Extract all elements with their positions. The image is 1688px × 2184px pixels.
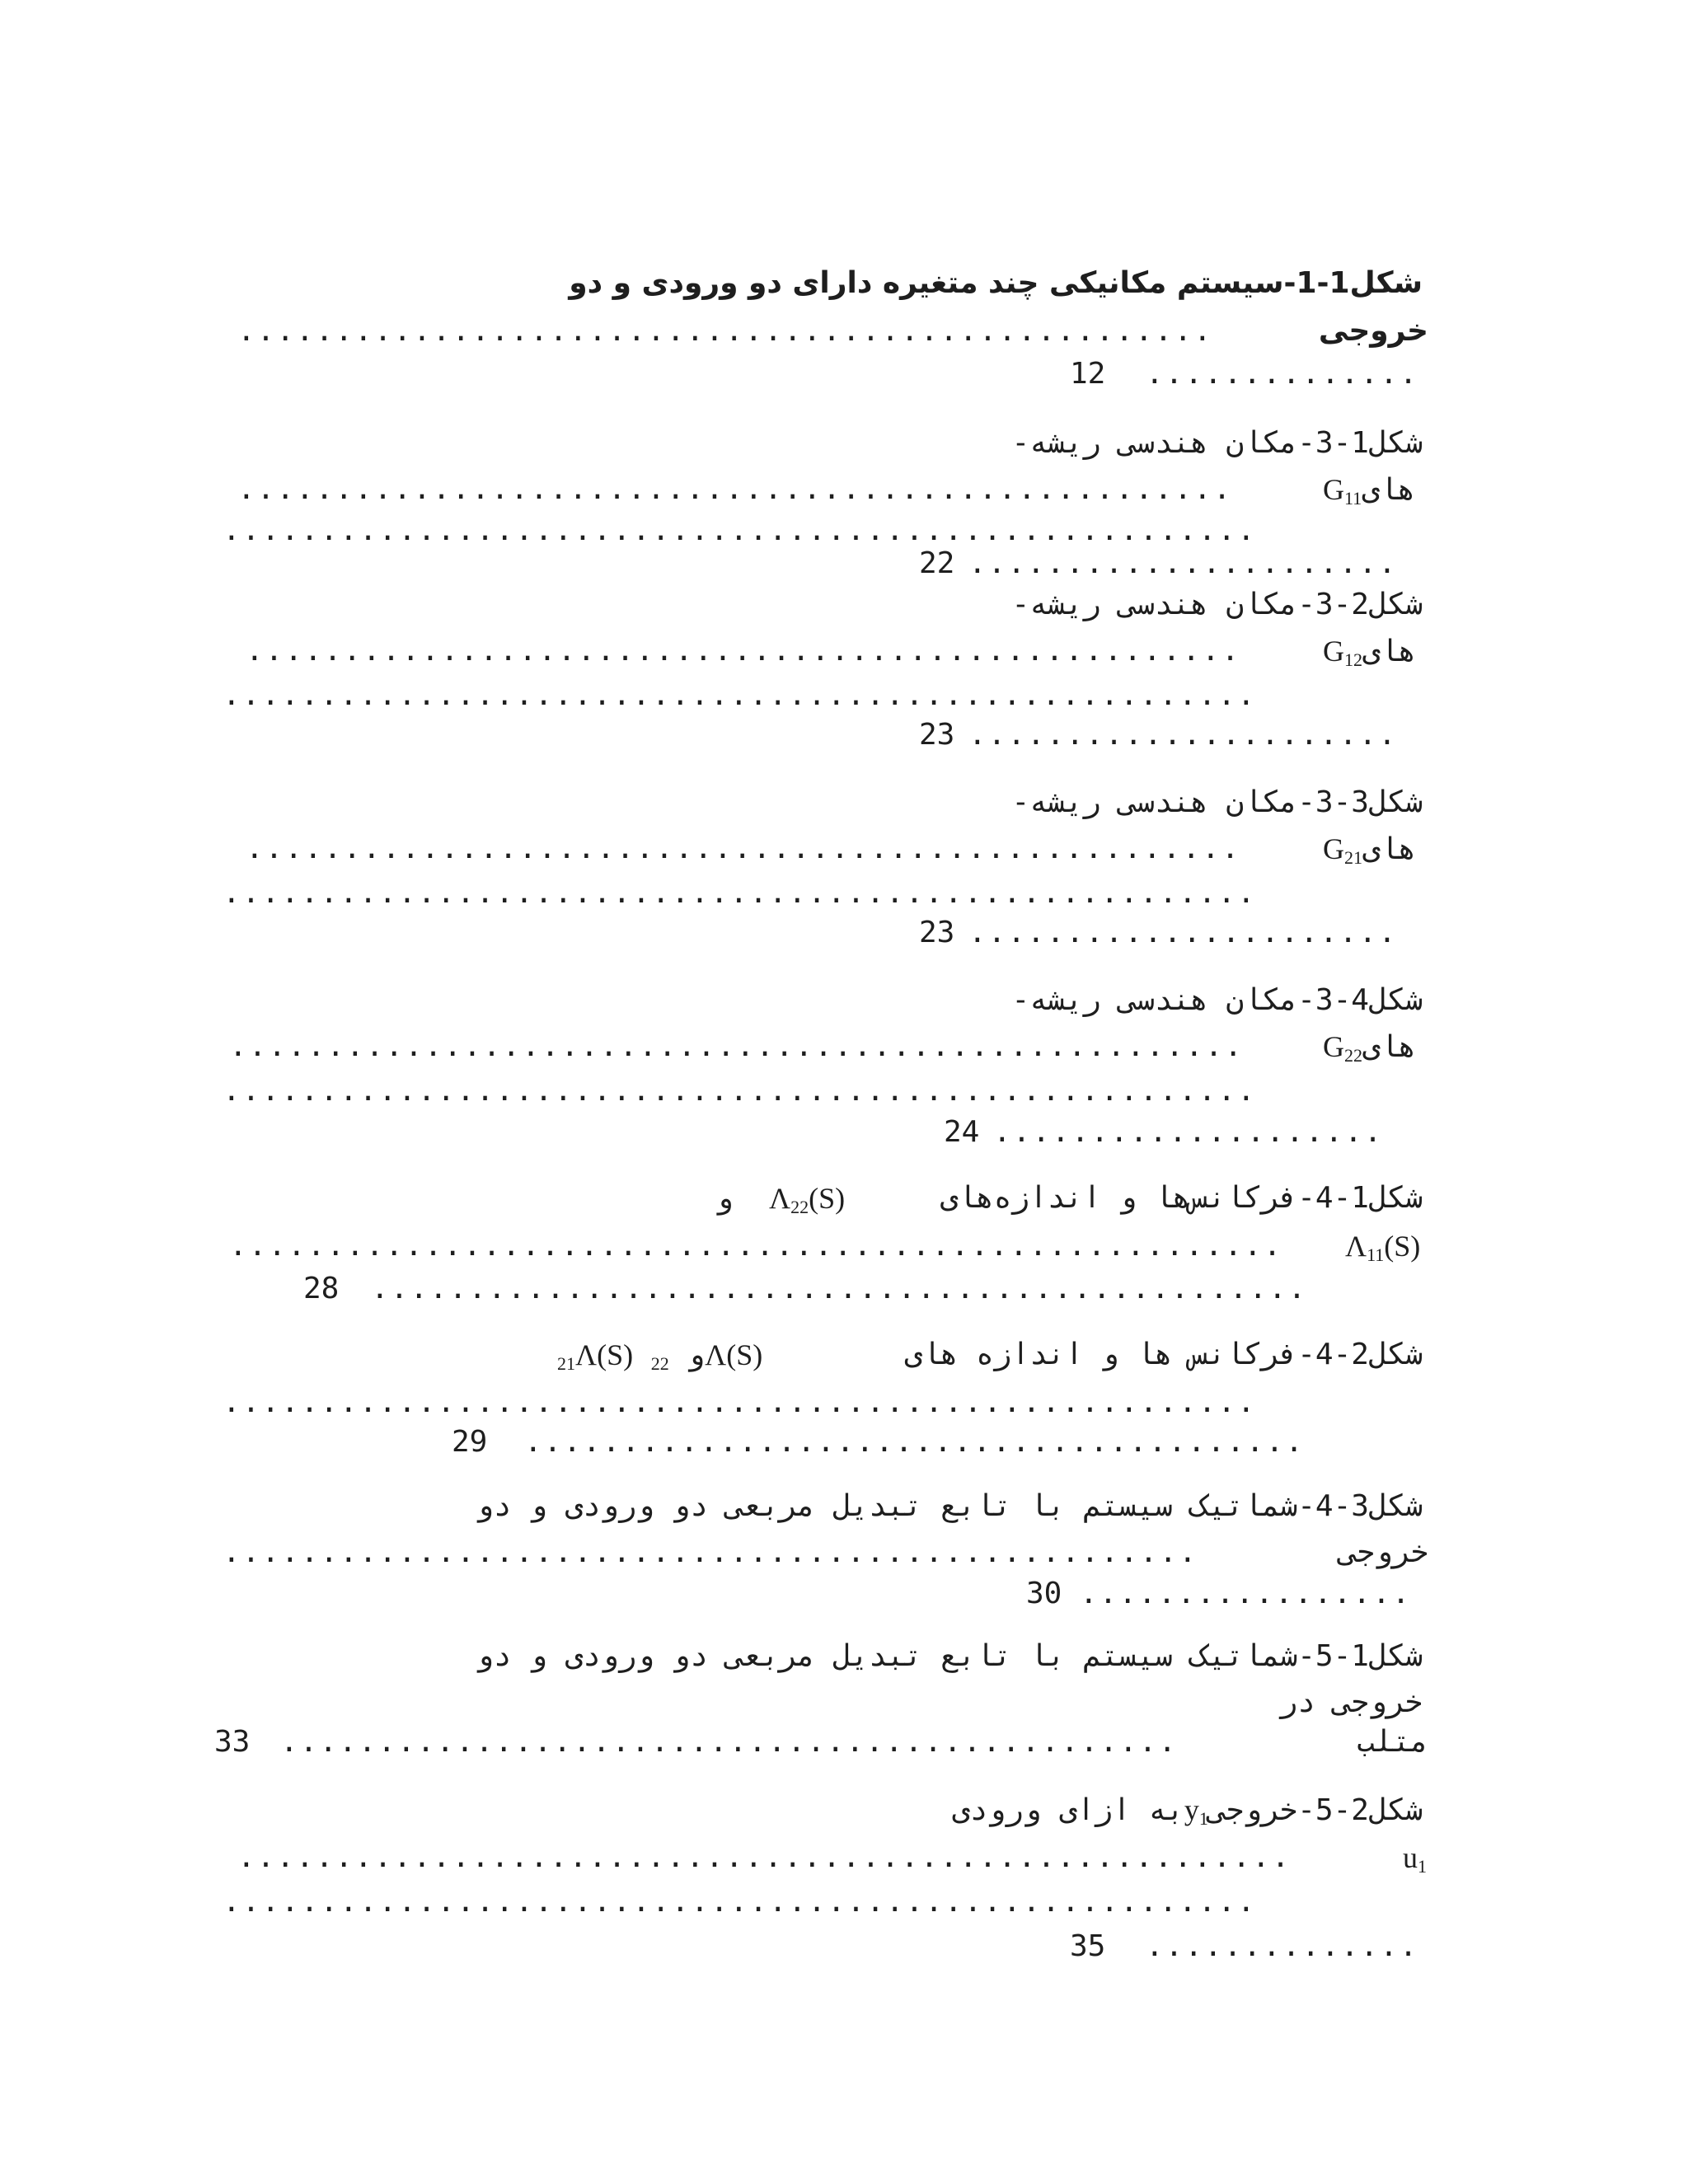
toc-entry-title-cont: متلب — [1357, 1725, 1428, 1759]
toc-entry-title: شکل3-4-شماتیک سیستم با تابع تبدیل مربعی دو ورودی و دو — [476, 1489, 1423, 1523]
toc-leader: ..................................................... — [223, 876, 1257, 910]
toc-leader: ................................................... — [237, 472, 1233, 506]
toc-entry-title: شکل1-4-فرکانس‌ها و اندازه‌های — [940, 1181, 1423, 1215]
toc-page-number: 22 — [919, 546, 955, 580]
toc-leader: ..................................................... — [223, 513, 1257, 547]
toc-page-leader: ...................... — [968, 916, 1398, 949]
toc-entry-title-cont: $G_{12}های$ — [1323, 635, 1417, 670]
toc-page-leader: ........................................ — [524, 1425, 1305, 1459]
toc-entry-title: شکل1-1-سیستم مکانیکی چند متغیره دارای دو ورودی و دو — [569, 266, 1423, 300]
toc-leader: ...................................................... — [237, 1840, 1292, 1874]
toc-page-number: 29 — [452, 1425, 488, 1459]
toc-entry-title: شکل2-4-فرکانس ها و اندازه های — [904, 1338, 1423, 1371]
toc-leader: ..................................................... — [223, 1385, 1257, 1419]
toc-page-leader: .............. — [1146, 1929, 1419, 1963]
toc-entry-formula: $_{21}$Λ(S) و $_{22}$ Λ(S) — [557, 1338, 763, 1374]
toc-page-number: 24 — [944, 1115, 980, 1149]
toc-entry-formula: $u_1$ — [1403, 1841, 1427, 1877]
toc-page-number: 12 — [1070, 357, 1106, 391]
toc-entry-title: شکل3-3-مکان هندسی ریشه- — [1011, 785, 1423, 819]
toc-page-leader: ................. — [1080, 1577, 1412, 1610]
toc-entry-title: شکل2-5-خروجیy$_1$به ازای ورودی — [952, 1793, 1423, 1829]
toc-page-leader: .................... — [993, 1115, 1384, 1149]
toc-entry-title-cont: $G_{22}های$ — [1323, 1030, 1417, 1066]
toc-entry-title-cont: خروجی — [1339, 1535, 1428, 1569]
toc-leader: ..................................................... — [223, 1885, 1257, 1919]
toc-leader: ................................................... — [246, 634, 1241, 668]
toc-entry-title-cont: $G_{11}های$ — [1323, 473, 1416, 509]
toc-leader: ..................................................... — [223, 1074, 1257, 1108]
toc-page-number: 23 — [919, 718, 955, 752]
toc-page-leader: .............. — [1146, 357, 1419, 391]
toc-page-number: 35 — [1070, 1929, 1106, 1963]
toc-entry-title: شکل2-3-مکان هندسی ریشه- — [1011, 588, 1423, 621]
toc-entry-formula: و $\Lambda_{22}(S)$ — [715, 1182, 846, 1217]
toc-leader: ...................................................... — [229, 1229, 1283, 1263]
toc-leader: .................................................. — [237, 314, 1213, 348]
toc-entry-title: شکل1-5-شماتیک سیستم با تابع تبدیل مربعی دو ورودی و دو — [476, 1639, 1423, 1673]
toc-page-leader: ................................................ — [371, 1272, 1308, 1305]
toc-entry-title: شکل4-3-مکان هندسی ریشه- — [1011, 983, 1423, 1017]
toc-entry-title-cont: خروجی — [1318, 314, 1428, 348]
toc-page-number: 33 — [214, 1725, 251, 1759]
toc-page-leader: ...................... — [968, 546, 1398, 580]
toc-leader: .................................................. — [223, 1535, 1198, 1569]
toc-leader: .................................................... — [229, 1029, 1245, 1063]
toc-leader: ................................................... — [246, 832, 1241, 865]
toc-page-number: 30 — [1026, 1577, 1062, 1610]
toc-page-leader: ...................... — [968, 718, 1398, 752]
toc-page-number: 23 — [919, 916, 955, 949]
toc-entry-formula: $\Lambda_{11}(S)$ — [1345, 1230, 1421, 1265]
toc-entry-title: شکل1-3-مکان هندسی ریشه- — [1011, 426, 1423, 460]
toc-page-number: 28 — [303, 1272, 340, 1305]
toc-page-leader: .............................................. — [280, 1725, 1178, 1759]
toc-leader: ..................................................... — [223, 678, 1257, 712]
toc-entry-title-cont: $G_{21}های$ — [1323, 832, 1417, 868]
toc-entry-title-cont: خروجی در — [1279, 1685, 1423, 1719]
